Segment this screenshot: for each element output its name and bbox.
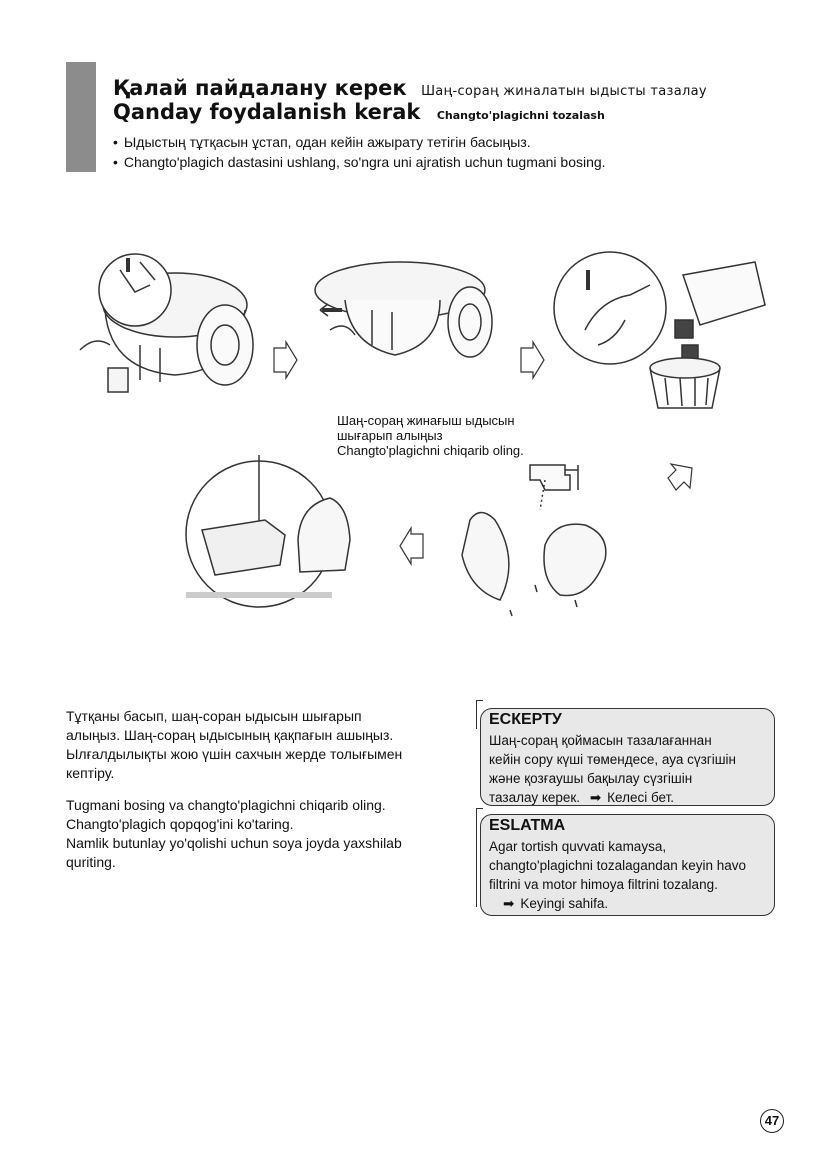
- note-kk-line-1: Шаң-сораң қоймасын тазалағаннан: [489, 733, 712, 748]
- note-uz-line-4: [489, 894, 766, 913]
- note-kk-body: [489, 731, 766, 807]
- page-title-kk: Қалай пайдалану керек: [113, 76, 407, 100]
- next-page-arrow-icon: ➡: [503, 896, 515, 911]
- body-uz-line-1: Tugmani bosing va changto'plagichni chiqarib oling.: [66, 797, 386, 813]
- arrow-right-icon: [521, 342, 544, 378]
- page-title-uz: Qanday foydalanish kerak: [113, 100, 421, 124]
- body-kk-line-1: Тұтқаны басып, шаң-соран ыдысын шығарып: [66, 708, 362, 724]
- note-uz-line-3: filtrini va motor himoya filtrini tozalang.: [489, 877, 718, 892]
- note-uz-next: Keyingi sahifa.: [520, 896, 609, 911]
- body-kk-line-2: алыңыз. Шаң-сораң ыдысының қақпағын ашыңыз.: [66, 727, 394, 743]
- body-uz-line-4: quriting.: [66, 854, 116, 870]
- next-page-arrow-icon: ➡: [589, 790, 602, 805]
- arrow-right-icon: [274, 342, 297, 378]
- washing-parts-illustration: [462, 465, 606, 616]
- drying-parts-illustration: [186, 455, 350, 607]
- vacuum-remove-illustration: [80, 254, 253, 392]
- note-kk-line-3: және қозғаушы бақылау сүзгішін: [489, 771, 693, 786]
- note-box-kk: [480, 708, 775, 806]
- note-box-uz: [480, 814, 775, 916]
- caption-line-3: Changto'plagichni chiqarib oling.: [337, 443, 524, 458]
- note-uz-line-2: changto'plagichni tozalagandan keyin havo: [489, 858, 747, 873]
- container-slide-illustration: [315, 262, 492, 357]
- note-uz-body: [489, 837, 766, 913]
- page-number: 47: [760, 1109, 784, 1133]
- page-subtitle-kk: Шаң-сораң жиналатын ыдысты тазалау: [421, 84, 707, 99]
- note-kk-next: Келесі бет.: [607, 790, 675, 805]
- note-kk-line-4: [489, 788, 766, 807]
- body-kk-line-4: кептіру.: [66, 765, 115, 781]
- caption-line-1: Шаң-сораң жинағыш ыдысын: [337, 413, 515, 428]
- body-text-uz: [66, 796, 436, 872]
- bullet-kk-text: Ыдыстың тұтқасын ұстап, одан кейін ажырату тетігін басыңыз.: [123, 134, 531, 150]
- body-uz-line-2: Changto'plagich qopqog'ini ko'taring.: [66, 816, 294, 832]
- note-kk-title: ЕСКЕРТУ: [489, 711, 562, 728]
- caption-line-2: шығарып алыңыз: [337, 428, 443, 443]
- arrow-diagonal-icon: [668, 464, 692, 490]
- note-kk-line-4-text: тазалау керек.: [489, 790, 581, 805]
- note-kk-line-2: кейін сору күші төмендесе, ауа сүзгішін: [489, 752, 737, 767]
- note-uz-line-1: Agar tortish quvvati kamaysa,: [489, 839, 667, 854]
- arrow-left-icon: [400, 528, 423, 564]
- body-text-kk: [66, 707, 436, 783]
- bullet-uz-text: Changto'plagich dastasini ushlang, so'ngra uni ajratish uchun tugmani bosing.: [123, 154, 606, 170]
- note-uz-title: ESLATMA: [489, 817, 566, 834]
- empty-into-bin-illustration: [554, 252, 765, 408]
- body-uz-line-3: Namlik butunlay yo'qolishi uchun soya joyda yaxshilab: [66, 835, 402, 851]
- body-kk-line-3: Ылғалдылықты жою үшін сахчын жерде толығымен: [66, 746, 403, 762]
- step-caption: [337, 413, 524, 458]
- page-subtitle-uz: Changto'plagichni tozalash: [436, 109, 605, 122]
